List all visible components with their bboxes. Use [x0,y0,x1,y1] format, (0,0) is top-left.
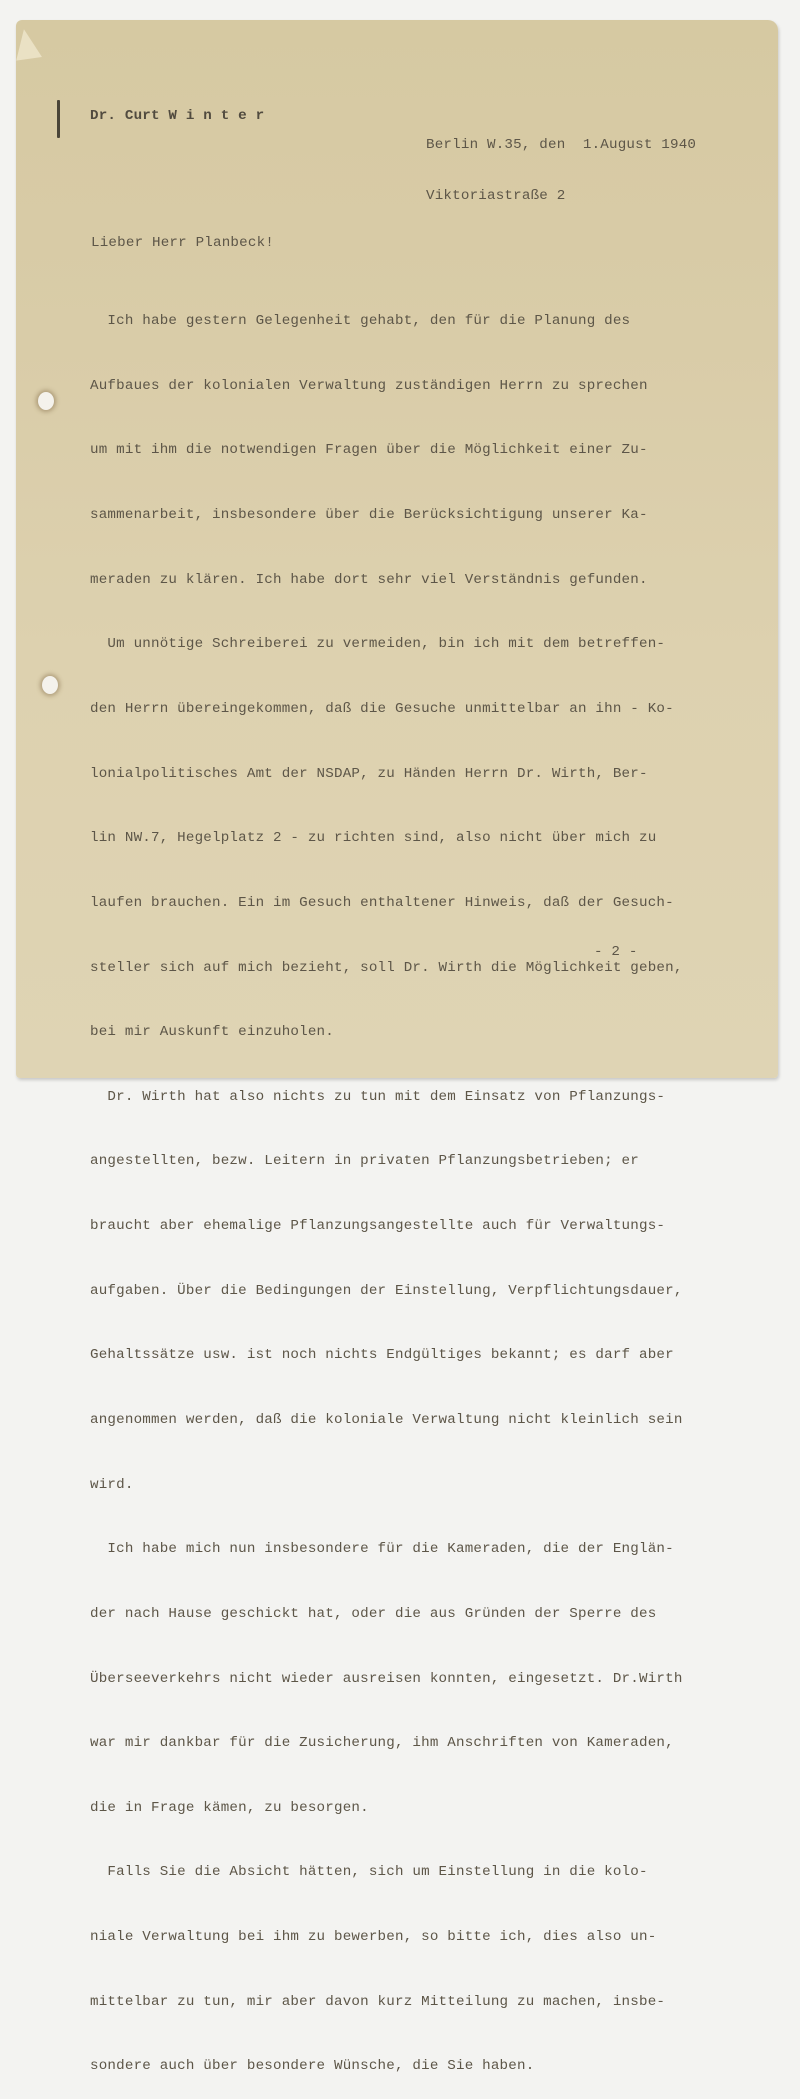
body-line: lin NW.7, Hegelplatz 2 - zu richten sind, also nicht über mich zu [90,830,657,847]
body-line: Gehaltssätze usw. ist noch nichts Endgültiges bekannt; es darf aber [90,1347,674,1364]
body-line: Überseeverkehrs nicht wieder ausreisen konnten, eingesetzt. Dr.Wirth [90,1670,683,1687]
body-line: braucht aber ehemalige Pflanzungsangestellte auch für Verwaltungs- [90,1218,666,1235]
body-line: um mit ihm die notwendigen Fragen über die Möglichkeit einer Zu- [90,442,648,459]
body-line: Ich habe mich nun insbesondere für die Kameraden, die der Englän- [90,1541,674,1558]
body-line: die in Frage kämen, zu besorgen. [90,1799,369,1816]
salutation: Lieber Herr Planbeck! [91,235,274,251]
body-line: war mir dankbar für die Zusicherung, ihm Anschriften von Kameraden, [90,1735,674,1752]
body-line: sammenarbeit, insbesondere über die Berücksichtigung unserer Ka- [90,507,648,524]
body-line: mittelbar zu tun, mir aber davon kurz Mitteilung zu machen, insbe- [90,1993,666,2010]
body-line: Dr. Wirth hat also nichts zu tun mit dem Einsatz von Pflanzungs- [90,1088,666,1105]
page-number: - 2 - [594,944,638,960]
body-line: Aufbaues der kolonialen Verwaltung zuständigen Herrn zu sprechen [90,377,648,394]
punch-hole-bottom [42,676,58,694]
body-line: Um unnötige Schreiberei zu vermeiden, bin ich mit dem betreffen- [90,636,666,653]
body-line: laufen brauchen. Ein im Gesuch enthaltener Hinweis, daß der Gesuch- [90,894,674,911]
place-date: Berlin W.35, den 1.August 1940 [426,137,697,153]
body-line: aufgaben. Über die Bedingungen der Einstellung, Verpflichtungsdauer, [90,1282,683,1299]
sender-name: Dr. Curt W i n t e r [90,108,265,124]
body-line: den Herrn übereingekommen, daß die Gesuche unmittelbar an ihn - Ko- [90,700,674,717]
sender-address: Viktoriastraße 2 [426,188,566,204]
letter-body [90,268,683,2099]
margin-mark [57,100,60,138]
punch-hole-top [38,392,54,410]
body-line: Falls Sie die Absicht hätten, sich um Einstellung in die kolo- [90,1864,648,1881]
body-line: lonialpolitisches Amt der NSDAP, zu Händen Herrn Dr. Wirth, Ber- [90,765,648,782]
body-line: angenommen werden, daß die koloniale Verwaltung nicht kleinlich sein [90,1411,683,1428]
body-line: wird. [90,1476,134,1493]
body-line: niale Verwaltung bei ihm zu bewerben, so bitte ich, dies also un- [90,1929,657,1946]
letter-header-right [426,103,696,222]
body-line: angestellten, bezw. Leitern in privaten Pflanzungsbetrieben; er [90,1153,639,1170]
folded-corner [12,27,42,60]
body-line: meraden zu klären. Ich habe dort sehr viel Verständnis gefunden. [90,571,648,588]
body-line: der nach Hause geschickt hat, oder die aus Gründen der Sperre des [90,1605,657,1622]
body-line: steller sich auf mich bezieht, soll Dr. Wirth die Möglichkeit geben, [90,959,683,976]
body-line: sondere auch über besondere Wünsche, die Sie haben. [90,2058,535,2075]
body-line: Ich habe gestern Gelegenheit gehabt, den für die Planung des [90,313,631,330]
body-line: bei mir Auskunft einzuholen. [90,1024,334,1041]
